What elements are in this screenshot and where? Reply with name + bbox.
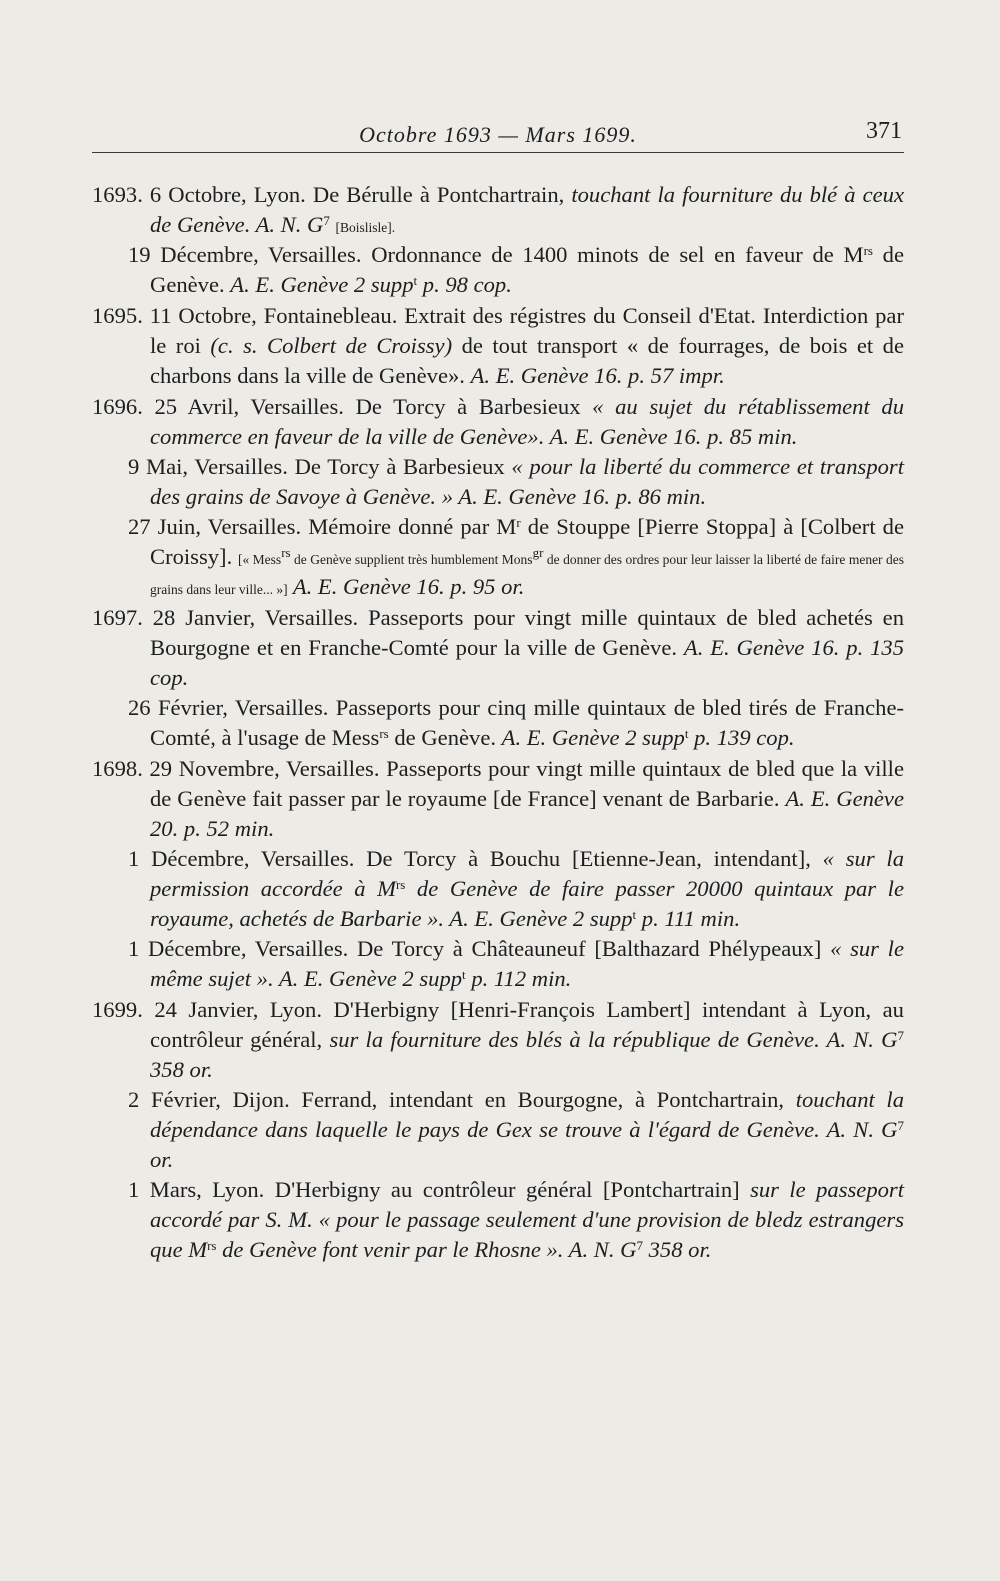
entry-year: 1695. xyxy=(92,303,143,328)
entry-date: 25 Avril, Versailles. xyxy=(142,394,356,419)
entry-text: Mémoire donné par M xyxy=(308,514,517,539)
entry-date: 6 Octobre, Lyon. xyxy=(142,182,313,207)
entry-text: De Torcy à Bouchu [Etienne-Jean, intendant], xyxy=(366,846,823,871)
entry-year: 1696. xyxy=(92,394,143,419)
superscript: rs xyxy=(395,877,406,892)
superscript: 7 xyxy=(323,213,330,228)
entry-text: Ordonnance de 1400 minots de sel en faveur de M xyxy=(371,242,864,267)
entry-reference: touchant la fourniture du blé à ceux de Genève. A. N. G xyxy=(150,182,904,237)
entry xyxy=(92,240,904,300)
superscript: rs xyxy=(379,726,389,741)
chronology-list xyxy=(92,180,904,1265)
running-title: Octobre 1693 — Mars 1699. xyxy=(359,122,637,147)
entry-text: Passeports pour cinq mille quintaux de bled tirés de Franche-Comté, à l'usage de Mess xyxy=(150,695,904,750)
entry xyxy=(92,512,904,602)
superscript: rs xyxy=(863,243,873,258)
entry xyxy=(92,180,904,240)
entry-reference: A. E. Genève 16. p. 57 impr. xyxy=(470,363,725,388)
superscript: t xyxy=(462,967,466,982)
entry xyxy=(92,603,904,693)
entry-date: 11 Octobre, Fontainebleau. xyxy=(142,303,405,328)
entry-date: 9 Mai, Versailles. xyxy=(128,454,295,479)
entry-year: 1693. xyxy=(92,182,143,207)
entry-date: 2 Février, Dijon. xyxy=(128,1087,302,1112)
entry xyxy=(92,301,904,391)
entry xyxy=(92,1085,904,1175)
superscript: gr xyxy=(532,545,544,560)
entry-date: 27 Juin, Versailles. xyxy=(128,514,309,539)
entry-reference: (c. s. Colbert de Croissy) xyxy=(210,333,453,358)
entry-reference: A. E. Genève 20. p. 52 min. xyxy=(150,786,904,841)
entry-text: D'Herbigny [Henri-François Lambert] intendant à Lyon, au contrôleur général, xyxy=(150,997,904,1052)
entry-reference: p. 98 cop. xyxy=(417,272,512,297)
quote-text: de Genève supplient très humblement Mons xyxy=(290,552,533,567)
page-number: 371 xyxy=(866,118,902,144)
entry-reference: « pour la liberté du commerce et transport des grains de Savoye à Genève. » A. E. Genève 16. p. 86 min. xyxy=(150,454,904,509)
entry-date: 26 Février, Versailles. xyxy=(128,695,336,720)
entry-text: de Stouppe [Pierre Stoppa] à [Colbert de Croissy]. xyxy=(150,514,905,569)
entry-reference: « au sujet du rétablissement du commerce en faveur de la ville de Genève». A. E. Genève 16. p. 85 min. xyxy=(150,394,904,449)
entry-text: de Genève. xyxy=(150,242,904,297)
entry-reference: touchant la dépendance dans laquelle le pays de Gex se trouve à l'égard de Genève. A. N. G xyxy=(150,1087,905,1142)
entry xyxy=(92,1175,904,1265)
entry-year: 1699. xyxy=(92,997,143,1022)
superscript: 7 xyxy=(897,1118,904,1133)
entry-date: 24 Janvier, Lyon. xyxy=(142,997,334,1022)
superscript: rs xyxy=(207,1238,217,1253)
entry-reference: de Genève de faire passer 20000 quintaux par le royaume, achetés de Barbarie ». A. E. Genève 2 supp xyxy=(150,876,904,931)
entry-date: 1 Décembre, Versailles. xyxy=(128,936,357,961)
entry-text: De Torcy à Barbesieux xyxy=(355,394,593,419)
entry-date: 1 Décembre, Versailles. xyxy=(128,846,367,871)
entry-text: Ferrand, intendant en Bourgogne, à Pontchartrain, xyxy=(301,1087,796,1112)
superscript: 7 xyxy=(897,1028,904,1043)
entry xyxy=(92,844,904,934)
entry-reference: sur la fourniture des blés à la république de Genève. A. N. G xyxy=(329,1027,898,1052)
entry-date: 28 Janvier, Versailles. xyxy=(142,605,369,630)
entry-reference: « sur la permission accordée à M xyxy=(150,846,905,901)
entry-text: De Torcy à Châteauneuf [Balthazard Phélypeaux] xyxy=(356,936,831,961)
entry xyxy=(92,392,904,452)
entry-reference: 358 or. xyxy=(150,1057,213,1082)
entry-reference: sur le passeport accordé par S. M. « pour le passage seulement d'une provision de bledz estrangers que M xyxy=(150,1177,904,1262)
entry xyxy=(92,452,904,512)
entry-reference: de Genève font venir par le Rhosne ». A. N. G xyxy=(216,1237,637,1262)
entry-text: De Bérulle à Pontchartrain, xyxy=(312,182,572,207)
entry-reference: A. E. Genève 16. p. 135 cop. xyxy=(150,635,904,690)
entry-year: 1698. xyxy=(92,756,143,781)
superscript: t xyxy=(632,907,637,922)
quote-text: [« Mess xyxy=(237,552,282,567)
entry-text: de Genève. xyxy=(388,725,502,750)
entry-reference: 358 or. xyxy=(642,1237,712,1262)
entry-year: 1697. xyxy=(92,605,143,630)
entry-reference: p. 111 min. xyxy=(636,906,741,931)
entry-text: De Torcy à Barbesieux xyxy=(294,454,512,479)
entry-quote xyxy=(150,545,905,597)
entry xyxy=(92,693,904,753)
superscript: rs xyxy=(281,545,291,560)
entry-text: Extrait des régistres du Conseil d'Etat. Interdiction par le roi xyxy=(150,303,904,358)
entry-reference: A. E. Genève 2 supp xyxy=(230,272,414,297)
superscript: t xyxy=(684,726,689,741)
entry-text: de tout transport « de fourrages, de bois et de charbons dans la ville de Genève». xyxy=(150,333,904,388)
page-header xyxy=(92,112,904,153)
entry xyxy=(92,934,904,994)
entry-reference: « sur le même sujet ». A. E. Genève 2 supp xyxy=(150,936,904,991)
entry-text: D'Herbigny au contrôleur général [Pontchartrain] xyxy=(274,1177,751,1202)
quote-text: de donner des ordres pour leur laisser la liberté de faire mener des grains dans leur ville... »] xyxy=(150,552,905,597)
entry-reference: A. E. Genève 16. p. 95 or. xyxy=(287,574,525,599)
entry-date: 29 Novembre, Versailles. xyxy=(142,756,387,781)
superscript: 7 xyxy=(636,1238,643,1253)
superscript: t xyxy=(413,273,418,288)
entry xyxy=(92,754,904,844)
entry-reference: p. 139 cop. xyxy=(688,725,795,750)
entry-reference: p. 112 min. xyxy=(465,966,572,991)
entry-reference: or. xyxy=(150,1147,174,1172)
entry-date: 1 Mars, Lyon. xyxy=(128,1177,275,1202)
entry-reference: A. E. Genève 2 supp xyxy=(501,725,685,750)
entry-note: [Boislisle]. xyxy=(335,220,396,235)
entry xyxy=(92,995,904,1085)
entry-text: Passeports pour vingt mille quintaux de bled que la ville de Genève fait passer par le royaume [de France] venant de Barbarie. xyxy=(150,756,904,811)
entry-date: 19 Décembre, Versailles. xyxy=(128,242,372,267)
entry-text: Passeports pour vingt mille quintaux de bled achetés en Bourgogne et en Franche-Comté pour la ville de Genève. xyxy=(150,605,904,660)
superscript: r xyxy=(516,515,521,530)
